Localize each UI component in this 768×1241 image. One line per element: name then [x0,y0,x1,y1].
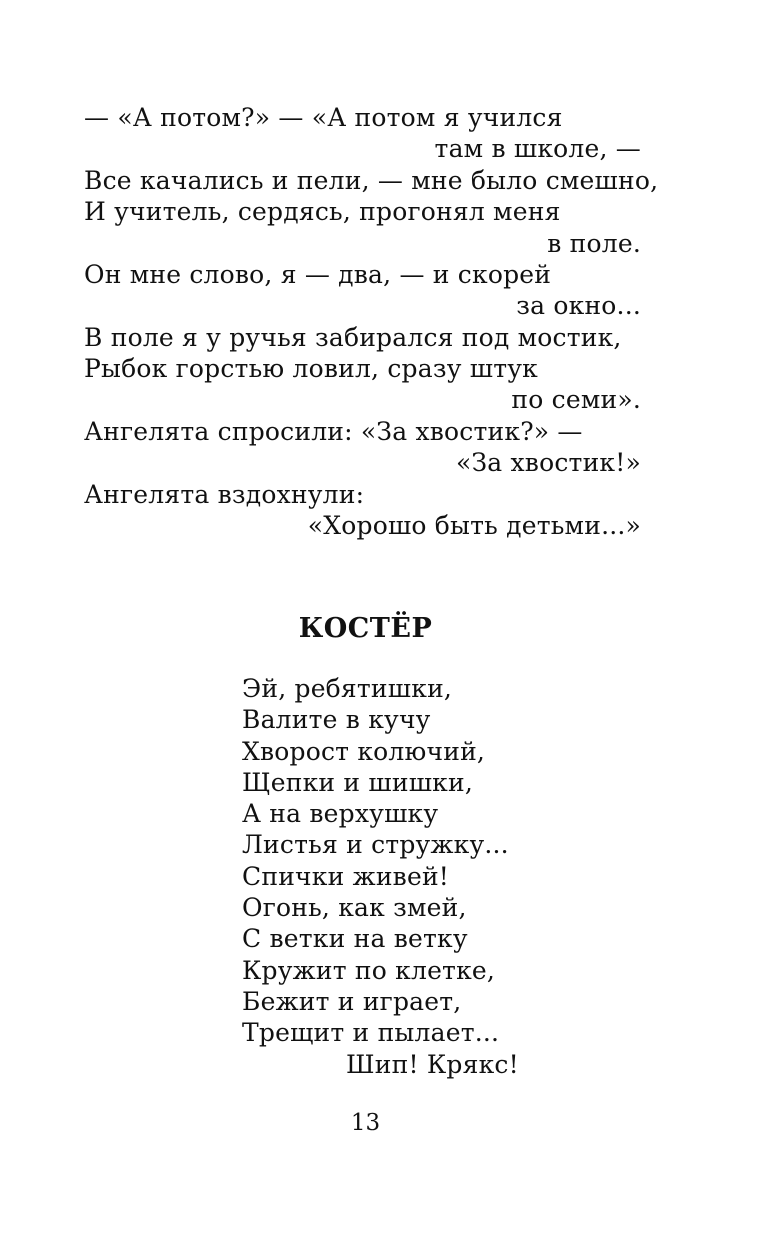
verse-line: Все качались и пели, — мне было смешно, [84,166,659,195]
verse-line: Спички живей! [242,861,450,891]
verse-line: Щепки и шишки, [242,767,474,797]
verse-line: — «А потом?» — «А потом я учился [84,103,563,132]
verse-line: С ветки на ветку [242,924,468,954]
verse-line: Огонь, как змей, [242,893,467,923]
poem-body [242,673,642,1080]
verse-line-continuation: в поле. [547,229,641,258]
verse-line: Листья и стружку... [242,830,509,860]
verse-line: А на верхушку [242,799,439,829]
verse-line-continuation: там в школе, — [434,134,641,163]
verse-line: Кружит по клетке, [242,955,496,985]
verse-line: И учитель, сердясь, прогонял меня [84,197,561,226]
verse-line: Валите в кучу [242,705,431,735]
verse-line: Рыбок горстью ловил, сразу штук [84,354,538,383]
verse-line-continuation: за окно... [516,291,641,320]
verse-line: Хворост колючий, [242,736,486,766]
verse-line: Бежит и играет, [242,986,462,1016]
verse-line: Он мне слово, я — два, — и скорей [84,260,552,289]
verse-line-continuation: по семи». [511,385,641,414]
verse-line: Эй, ребятишки, [242,674,453,703]
page-number: 13 [350,1110,381,1136]
verse-line-continuation: «За хвостик!» [455,448,641,477]
verse-line: Трещит и пылает... [242,1018,500,1048]
verse-line: В поле я у ручья забирался под мостик, [84,323,622,352]
poem-title: КОСТЁР [298,613,433,644]
verse-line: Ангелята вздохнули: [84,480,365,509]
verse-line: Ангелята спросили: «За хвостик?» — [84,417,583,446]
verse-line-final: Шип! Крякс! [346,1049,519,1079]
verse-line-continuation: «Хорошо быть детьми...» [307,511,641,540]
